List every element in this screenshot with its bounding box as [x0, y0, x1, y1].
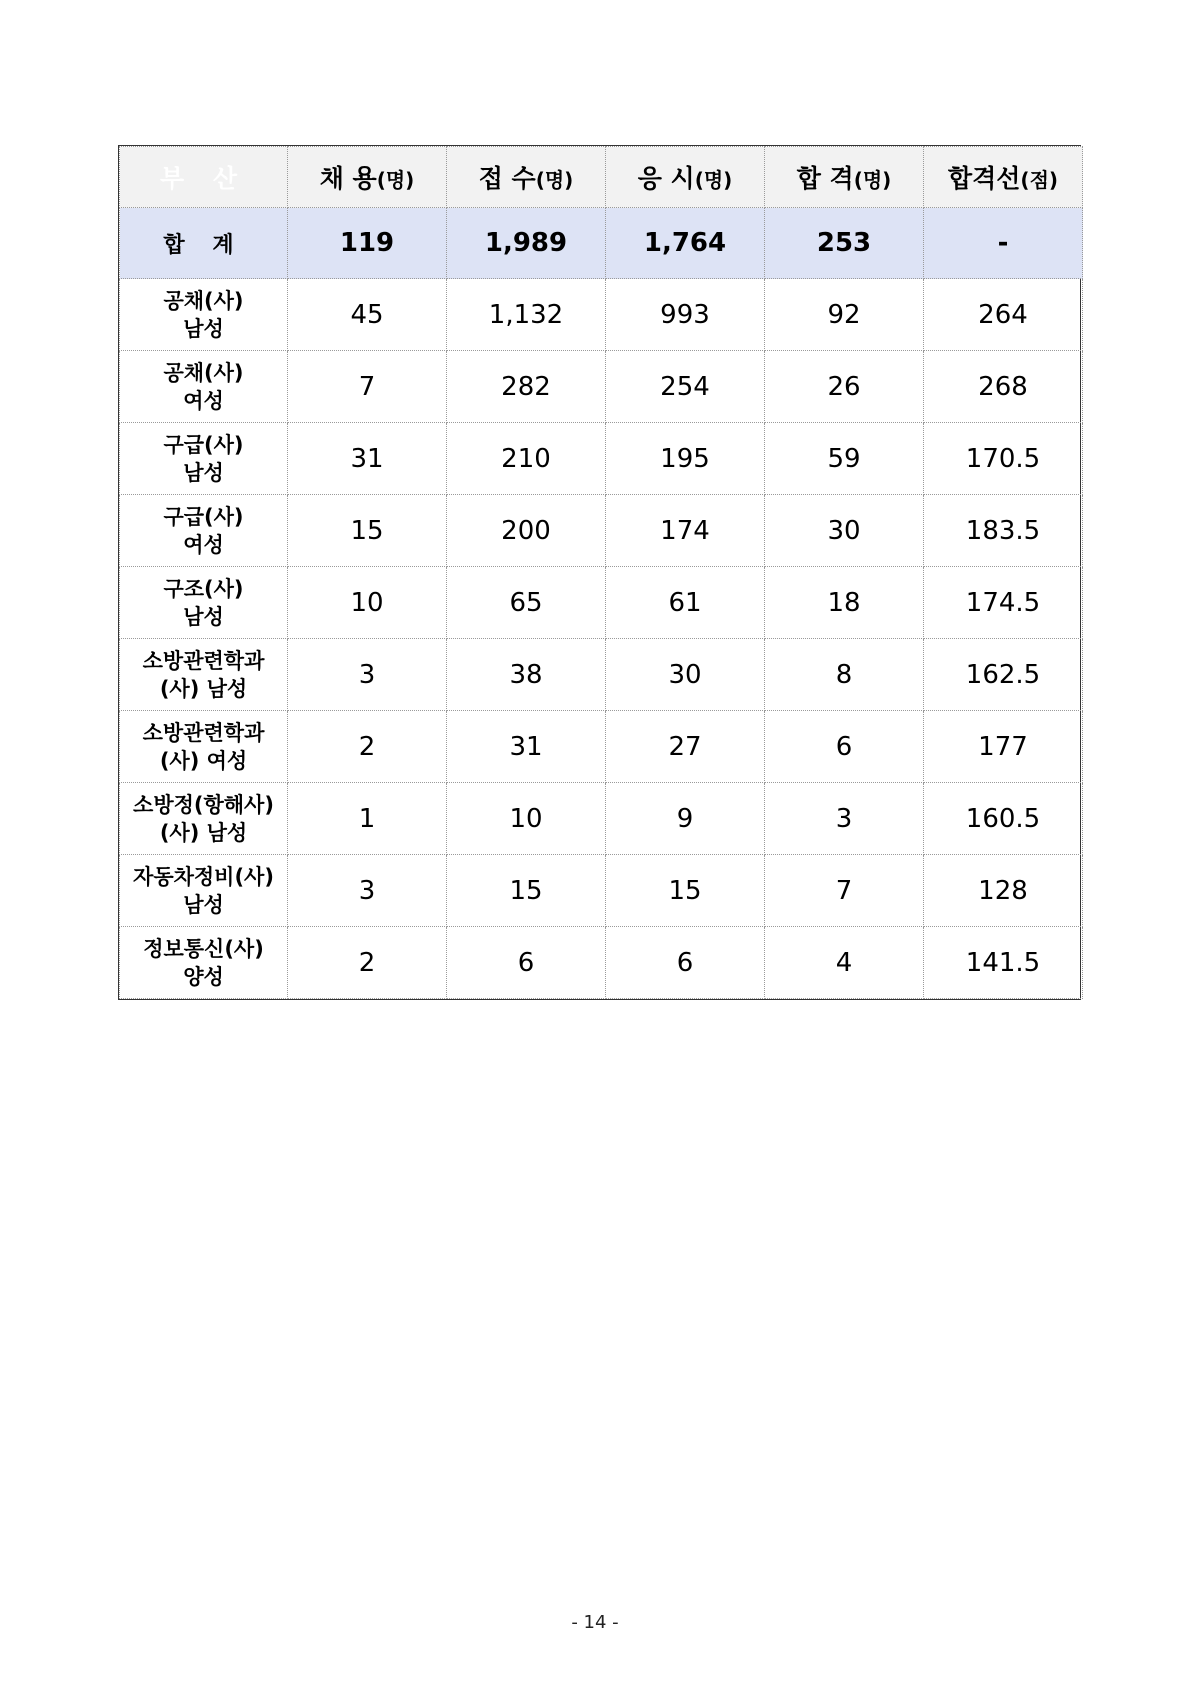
row-label-line1: 공채(사)	[163, 288, 244, 313]
column-header-label: 접 수	[478, 164, 536, 193]
row-label	[120, 711, 288, 783]
region-header: 부 산	[120, 147, 288, 208]
table-cell: 264	[924, 279, 1083, 351]
table-cell: 160.5	[924, 783, 1083, 855]
total-cell: 119	[288, 208, 447, 279]
total-cell: -	[924, 208, 1083, 279]
table-row	[120, 351, 1083, 423]
table-cell: 183.5	[924, 495, 1083, 567]
column-header-hired	[288, 147, 447, 208]
table-row	[120, 855, 1083, 927]
row-label-line1: 소방관련학과	[142, 648, 265, 673]
table-cell: 1,132	[447, 279, 606, 351]
table-cell: 15	[606, 855, 765, 927]
row-label-line2: (사) 여성	[159, 748, 248, 773]
table-cell: 3	[765, 783, 924, 855]
table-cell: 10	[288, 567, 447, 639]
table-cell: 993	[606, 279, 765, 351]
column-header-tested	[606, 147, 765, 208]
table-cell: 2	[288, 711, 447, 783]
column-header-applied	[447, 147, 606, 208]
table-cell: 6	[606, 927, 765, 999]
row-label	[120, 639, 288, 711]
row-label-line1: 정보통신(사)	[143, 936, 264, 961]
table-row	[120, 783, 1083, 855]
table-cell: 174.5	[924, 567, 1083, 639]
total-row	[120, 208, 1083, 279]
table-cell: 177	[924, 711, 1083, 783]
total-label: 합 계	[120, 208, 288, 279]
row-label-line2: 여성	[183, 388, 224, 413]
table-cell: 15	[447, 855, 606, 927]
table-cell: 268	[924, 351, 1083, 423]
table-cell: 210	[447, 423, 606, 495]
column-header-cutoff	[924, 147, 1083, 208]
row-label	[120, 783, 288, 855]
table-cell: 31	[447, 711, 606, 783]
table-cell: 7	[288, 351, 447, 423]
table-row	[120, 495, 1083, 567]
row-label-line2: 여성	[183, 532, 224, 557]
column-header-label: 채 용	[319, 164, 377, 193]
column-header-unit: (명)	[376, 168, 415, 192]
table-cell: 3	[288, 639, 447, 711]
table-cell: 162.5	[924, 639, 1083, 711]
row-label-line2: (사) 남성	[159, 676, 248, 701]
column-header-unit: (명)	[853, 168, 892, 192]
column-header-passed	[765, 147, 924, 208]
column-header-label: 합격선	[947, 164, 1021, 193]
row-label	[120, 927, 288, 999]
total-cell: 1,989	[447, 208, 606, 279]
table-cell: 3	[288, 855, 447, 927]
table-header-row	[120, 147, 1083, 208]
table-cell: 18	[765, 567, 924, 639]
total-cell: 1,764	[606, 208, 765, 279]
column-header-label: 합 격	[796, 164, 854, 193]
table-cell: 59	[765, 423, 924, 495]
row-label-line1: 공채(사)	[163, 360, 244, 385]
row-label-line1: 구급(사)	[163, 504, 244, 529]
table-cell: 6	[447, 927, 606, 999]
table-cell: 128	[924, 855, 1083, 927]
row-label-line1: 구급(사)	[163, 432, 244, 457]
table-cell: 141.5	[924, 927, 1083, 999]
table-row	[120, 927, 1083, 999]
table-row	[120, 567, 1083, 639]
table-cell: 4	[765, 927, 924, 999]
table-cell: 45	[288, 279, 447, 351]
table-cell: 254	[606, 351, 765, 423]
table-cell: 7	[765, 855, 924, 927]
row-label	[120, 279, 288, 351]
table-cell: 27	[606, 711, 765, 783]
row-label	[120, 423, 288, 495]
row-label	[120, 495, 288, 567]
table-cell: 174	[606, 495, 765, 567]
table-cell: 282	[447, 351, 606, 423]
table-row	[120, 711, 1083, 783]
row-label-line1: 소방관련학과	[142, 720, 265, 745]
row-label-line1: 소방정(항해사)	[133, 792, 274, 817]
recruitment-results-table-frame	[118, 145, 1081, 1000]
total-cell: 253	[765, 208, 924, 279]
table-row	[120, 279, 1083, 351]
table-cell: 8	[765, 639, 924, 711]
row-label-line2: 남성	[183, 460, 224, 485]
row-label	[120, 567, 288, 639]
table-row	[120, 639, 1083, 711]
row-label-line2: 남성	[183, 892, 224, 917]
row-label-line2: 양성	[183, 964, 224, 989]
row-label-line2: (사) 남성	[159, 820, 248, 845]
row-label-line1: 구조(사)	[163, 576, 244, 601]
table-cell: 38	[447, 639, 606, 711]
row-label-line2: 남성	[183, 316, 224, 341]
table-cell: 9	[606, 783, 765, 855]
table-cell: 200	[447, 495, 606, 567]
table-row	[120, 423, 1083, 495]
table-cell: 1	[288, 783, 447, 855]
table-cell: 30	[606, 639, 765, 711]
column-header-label: 응 시	[637, 164, 695, 193]
table-cell: 2	[288, 927, 447, 999]
row-label-line2: 남성	[183, 604, 224, 629]
row-label	[120, 351, 288, 423]
recruitment-results-table	[119, 146, 1083, 999]
table-cell: 15	[288, 495, 447, 567]
column-header-unit: (점)	[1020, 168, 1059, 192]
table-cell: 10	[447, 783, 606, 855]
table-cell: 92	[765, 279, 924, 351]
table-cell: 26	[765, 351, 924, 423]
table-cell: 61	[606, 567, 765, 639]
row-label	[120, 855, 288, 927]
table-cell: 195	[606, 423, 765, 495]
page-number: - 14 -	[571, 1612, 619, 1633]
table-cell: 30	[765, 495, 924, 567]
table-cell: 170.5	[924, 423, 1083, 495]
table-cell: 65	[447, 567, 606, 639]
column-header-unit: (명)	[694, 168, 733, 192]
row-label-line1: 자동차정비(사)	[133, 864, 274, 889]
table-cell: 6	[765, 711, 924, 783]
column-header-unit: (명)	[535, 168, 574, 192]
table-cell: 31	[288, 423, 447, 495]
